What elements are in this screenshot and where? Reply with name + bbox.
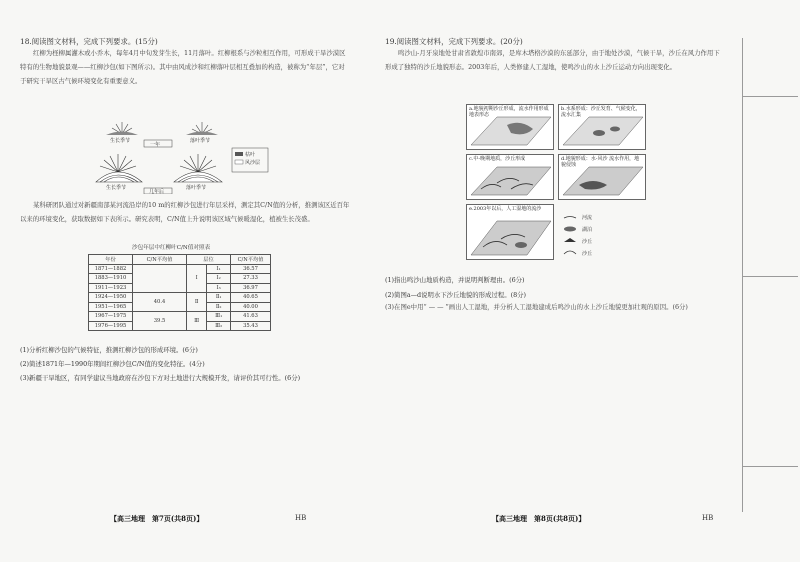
table-cell: Ⅰ (187, 264, 207, 293)
figure-legend-sand: 风沙层 (245, 160, 261, 166)
table-row (89, 312, 271, 322)
table-cell (133, 264, 187, 293)
question-18-paragraph-1: 红柳为柽柳属灌木或小乔木，每年4月中旬发芽生长，11月落叶。红柳根系与沙粒相互作用，可形成干旱沙漠区特有的生物地貌景观——红柳沙包(如下图所示)。其中由风成沙和红柳落叶层相互叠加的构造，被称为“年层”，它对于研究干旱区古气候环境变化有重要意义。 (20, 49, 346, 85)
table-cell: Ⅲ₂ (207, 321, 231, 331)
figure-label-years-later: 几年后 (149, 189, 165, 195)
table-header: C/N平均值 (231, 255, 271, 265)
table-header: 年份 (89, 255, 133, 265)
table-cell: 1951—1965 (89, 302, 133, 312)
figure-label-one-year: 一年 (150, 142, 161, 148)
margin-tick (742, 96, 798, 97)
question-19-1: (1)指出鸣沙山地质构造，并说明判断理由。(6分) (385, 276, 525, 284)
table-cell: 40.65 (231, 293, 271, 303)
page-code-right: HB (702, 514, 714, 522)
answer-margin-line (742, 38, 743, 512)
table-cell: 1924—1950 (89, 293, 133, 303)
table-cell: 36.97 (231, 283, 271, 293)
table-cell: Ⅰ₃ (207, 283, 231, 293)
question-19-title: 19.阅读图文材料，完成下列要求。(20分) (385, 37, 523, 46)
table-cell: 1967—1975 (89, 312, 133, 322)
red-willow-figure-drawing (92, 118, 292, 194)
figure-label-spring-2: 生长季节 (106, 185, 127, 191)
page-footer-right: 【高三地理 第8页(共8页)】 (492, 514, 586, 523)
question-19-paragraph: 鸣沙山-月牙泉地处甘肃省敦煌市南郊，是库木塔格沙漠的东延部分，由于地处沙漠，气候干旱，沙丘在风力作用下形成了独特的沙丘地貌形态。2003年后，人类修建人工湿地，使鸣沙山的水上沙丘运动方向出现变化。 (385, 49, 720, 71)
figure-legend-leaves: 枯叶 (245, 152, 256, 158)
panel-b (558, 104, 646, 150)
question-18-paragraph-2: 某科研团队通过对新疆南部某河流沿岸的10 m的红柳沙包进行年层采样，测定其C/N值的分析，推测该区近百年以来的环境变化，获取数据如下表所示。研究表明，C/N值上升说明该区域气候暖湿化，植被生长茂盛。 (20, 201, 350, 223)
question-18-1: (1)分析红柳沙包的气候特征，推测红柳沙包的形成环境。(6分) (20, 346, 198, 354)
table-header-row (89, 255, 271, 265)
question-18-3: (3)新疆干旱地区，有同学建议当地政府在沙包下方对土地进行大规模开发，请评价其可行性。(6分) (20, 374, 301, 382)
table-cell: 35.43 (231, 321, 271, 331)
table-cell: Ⅱ₂ (207, 302, 231, 312)
legend-dune-2: 沙丘 (582, 251, 593, 257)
table-cell: Ⅲ₁ (207, 312, 231, 322)
table-cell: 1883—1910 (89, 274, 133, 284)
table-cell: 1871—1882 (89, 264, 133, 274)
page-footer-left: 【高三地理 第7页(共8页)】 (110, 514, 204, 523)
table-cell: 41.63 (231, 312, 271, 322)
table-cell: 36.57 (231, 264, 271, 274)
table-cell: 1911—1923 (89, 283, 133, 293)
table-cell: 40.00 (231, 302, 271, 312)
panel-c (466, 154, 554, 200)
table-cell: 27.33 (231, 274, 271, 284)
panel-d-label: d.地貌形成：水-风沙 流水作用，地貌侵蚀 (561, 156, 640, 168)
table-row (89, 293, 271, 303)
question-19-2: (2)简图a—d说明水下沙丘地貌的形成过程。(8分) (385, 291, 527, 299)
red-willow-figure (92, 118, 292, 194)
page-code-left: HB (295, 514, 307, 522)
table-cell: Ⅲ (187, 312, 207, 331)
right-page (385, 0, 800, 562)
legend-lake: 湖泊 (582, 227, 593, 233)
panel-e-label: e.2003年以后，人工湿地的流沙 (469, 206, 542, 212)
dune-evolution-diagram (466, 104, 646, 264)
legend-drawing (562, 214, 642, 260)
panel-c-label: c.中-晚期地质，沙丘形成 (469, 156, 526, 162)
panel-a-label: a.地貌初期沙丘形成，流水作用形成地表形态 (469, 106, 549, 118)
table-title: 沙包年层中红柳叶C/N值对照表 (132, 245, 211, 251)
margin-tick (742, 276, 798, 277)
table-cell: Ⅱ (187, 293, 207, 312)
legend-dune: 沙丘 (582, 239, 593, 245)
table-cell: 39.5 (133, 312, 187, 331)
table-row (89, 264, 271, 274)
table-cell: 40.4 (133, 293, 187, 312)
panel-e-drawing (467, 205, 555, 261)
panel-b-label: b.水系形成：沙丘发育、气候变化，流水汇集 (561, 106, 641, 118)
margin-tick (742, 466, 798, 467)
table-header: 层位 (187, 255, 231, 265)
panel-a (466, 104, 554, 150)
question-18-title: 18.阅读图文材料，完成下列要求。(15分) (20, 37, 158, 46)
table-cell: 1976—1995 (89, 321, 133, 331)
table-header: C/N平均值 (133, 255, 187, 265)
table-cell: Ⅰ₁ (207, 264, 231, 274)
figure-label-spring: 生长季节 (110, 138, 131, 144)
table-cell: Ⅰ₂ (207, 274, 231, 284)
table-cell: Ⅱ₁ (207, 293, 231, 303)
question-18-2: (2)简述1871年—1990年期间红柳沙包C/N值的变化特征。(4分) (20, 360, 205, 368)
panel-e (466, 204, 554, 260)
legend-river: 河流 (582, 215, 593, 221)
figure-label-fall: 落叶季节 (190, 138, 211, 144)
diagram-legend (562, 214, 642, 260)
question-19-3: (3)在图e中用“ — — ”画出人工湿地，并分析人工湿地建成后鸣沙山的水上沙丘地貌更加壮观的原因。(6分) (385, 303, 688, 311)
cn-value-table (88, 254, 271, 331)
figure-label-fall-2: 落叶季节 (186, 185, 207, 191)
panel-d (558, 154, 646, 200)
